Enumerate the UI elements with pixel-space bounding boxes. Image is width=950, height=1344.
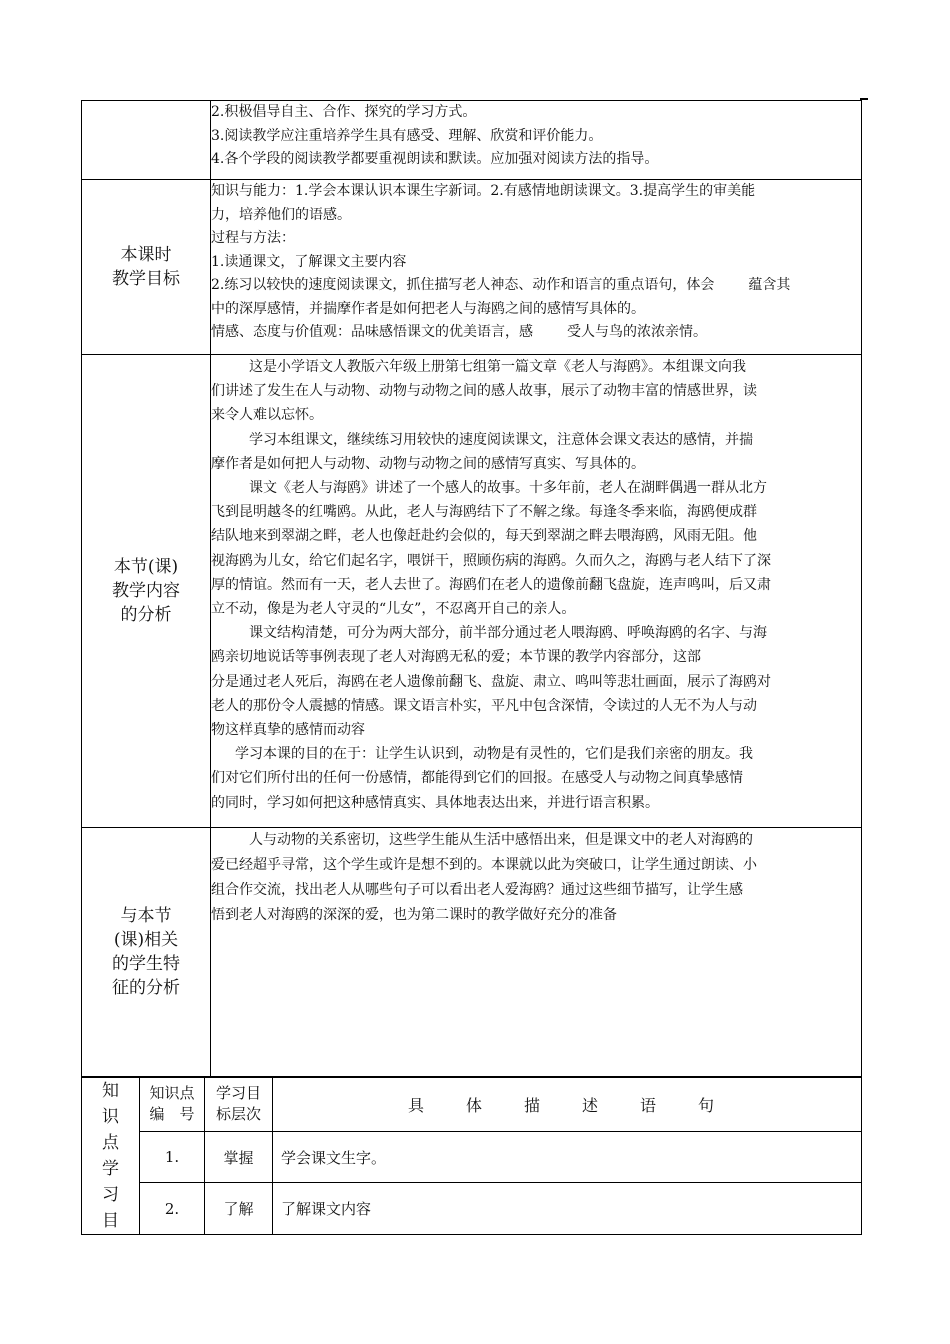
analysis-line: 的同时，学习如何把这种感情真实、具体地表达出来，并进行语言积累。: [211, 794, 659, 811]
analysis-line: 老人的那份令人震撼的情感。课文语言朴实，平凡中包含深情，令读过的人无不为人与动: [211, 697, 757, 714]
row-principles: [82, 101, 862, 180]
row-principles-content: [211, 101, 862, 180]
principle-line: 3.阅读教学应注重培养学生具有感受、理解、欣赏和评价能力。: [211, 127, 603, 144]
kp-row: [82, 1183, 862, 1235]
analysis-line: 们讲述了发生在人与动物、动物与动物之间的感人故事，展示了动物丰富的情感世界，读: [211, 383, 757, 400]
objectives-content: [211, 180, 862, 355]
kp-side-char: 学: [102, 1159, 119, 1179]
analysis-line: 课文《老人与海鸥》讲述了一个感人的故事。十多年前，老人在湖畔偶遇一群从北方: [249, 480, 767, 497]
kp-side-label: [82, 1078, 140, 1235]
row-student-analysis: [82, 828, 862, 1077]
kp-header-level-line: 学习目: [215, 1084, 261, 1103]
objective-text: 受人与鸟的浓浓亲情。: [567, 324, 707, 340]
analysis-line: 视海鸥为儿女，给它们起名字，喂饼干，照顾伤病的海鸥。久而久之，海鸥与老人结下了深: [211, 552, 771, 569]
analysis-line: 立不动，像是为老人守灵的“儿女”，不忍离开自己的亲人。: [211, 601, 576, 618]
analysis-line: 学习本组课文，继续练习用较快的速度阅读课文，注意体会课文表达的感情，并揣: [249, 431, 753, 448]
objective-line: [211, 321, 861, 345]
kp-header-row: [82, 1078, 862, 1132]
content-analysis-label-line: 的分析: [120, 605, 172, 625]
analysis-line: 课文结构清楚，可分为两大部分，前半部分通过老人喂海鸥、呼唤海鸥的名字、与海: [249, 625, 767, 642]
objectives-label-line: 本课时: [120, 245, 172, 265]
objective-line: 中的深厚感情，并揣摩作者是如何把老人与海鸥之间的感情写具体的。: [211, 300, 645, 317]
kp-row-number: 1.: [140, 1131, 205, 1183]
objectives-label-line: 教学目标: [112, 269, 180, 289]
objective-line: 知识与能力：1.学会本课认识本课生字新词。2.有感情地朗读课文。3.提高学生的审美能: [211, 183, 756, 199]
analysis-line: 们对它们所付出的任何一份感情，都能得到它们的回报。在感受人与动物之间真挚感情: [211, 770, 743, 787]
kp-header-level: [205, 1078, 273, 1132]
knowledge-point-table: [81, 1077, 862, 1235]
objective-line: 力，培养他们的语感。: [211, 206, 351, 223]
student-analysis-content: [211, 828, 862, 1077]
student-line: 爱已经超乎寻常，这个学生或许是想不到的。本课就以此为突破口，让学生通过朗读、小: [211, 857, 757, 873]
analysis-line: 这是小学语文人教版六年级上册第七组第一篇文章《老人与海鸥》。本组课文向我: [249, 359, 746, 375]
kp-header-number: [140, 1078, 205, 1132]
kp-row-description: 学会课文生字。: [273, 1131, 862, 1183]
content-analysis-content: [211, 355, 862, 828]
student-analysis-label-line: 与本节: [120, 906, 172, 926]
principle-line: 2.积极倡导自主、合作、探究的学习方式。: [211, 104, 477, 120]
student-line: 组合作交流，找出老人从哪些句子可以看出老人爱海鸥？通过这些细节描写，让学生感: [211, 882, 743, 898]
analysis-line: 学习本课的目的在于：让学生认识到，动物是有灵性的，它们是我们亲密的朋友。我: [235, 746, 753, 763]
kp-row-description: 了解课文内容: [273, 1183, 862, 1235]
content-analysis-label-line: 教学内容: [112, 581, 180, 601]
objective-line: 1.读通课文，了解课文主要内容: [211, 253, 407, 270]
kp-side-char: 点: [102, 1133, 119, 1153]
analysis-line: 来令人难以忘怀。: [211, 407, 323, 424]
objective-line: [211, 274, 861, 298]
kp-side-char: 目: [102, 1211, 119, 1231]
kp-header-number-line: 知识点: [149, 1084, 195, 1103]
objective-text: 蕴含其: [748, 277, 791, 293]
kp-header-description: 具体描述语句: [273, 1078, 862, 1132]
principle-line: 4.各个学段的阅读教学都要重视朗读和默读。应加强对阅读方法的指导。: [211, 151, 659, 167]
kp-header-number-line: 编 号: [149, 1105, 195, 1124]
analysis-line: 分是通过老人死后，海鸥在老人遗像前翻飞、盘旋、肃立、鸣叫等悲壮画面，展示了海鸥对: [211, 673, 771, 690]
row-principles-label: [82, 101, 211, 180]
analysis-line: 飞到昆明越冬的红嘴鸥。从此，老人与海鸥结下了不解之缘。每逢冬季来临，海鸥便成群: [211, 504, 757, 521]
kp-row-level: 了解: [205, 1183, 273, 1235]
kp-side-char: 识: [102, 1107, 119, 1127]
kp-side-char: 知: [102, 1081, 119, 1101]
objectives-label: [82, 180, 211, 355]
student-analysis-label-line: 征的分析: [112, 978, 180, 998]
content-analysis-label-line: 本节(课): [113, 557, 179, 577]
analysis-line: 摩作者是如何把人与动物、动物与动物之间的感情写真实、写具体的。: [211, 455, 645, 472]
student-analysis-label: [82, 828, 211, 1077]
student-line: 悟到老人对海鸥的深深的爱，也为第二课时的教学做好充分的准备: [211, 907, 617, 923]
analysis-line: 鸥亲切地说话等事例表现了老人对海鸥无私的爱；本节课的教学内容部分，这部: [211, 649, 701, 666]
student-analysis-label-line: (课)相关: [113, 930, 179, 950]
kp-row: [82, 1131, 862, 1183]
kp-header-level-line: 标层次: [215, 1105, 261, 1124]
row-objectives: [82, 180, 862, 355]
analysis-line: 物这样真挚的感情而动容: [211, 722, 365, 739]
objective-line: 过程与方法：: [211, 230, 295, 246]
objective-text: 2.练习以较快的速度阅读课文，抓住描写老人神态、动作和语言的重点语句，体会: [211, 277, 715, 293]
analysis-line: 结队地来到翠湖之畔，老人也像赶赴约会似的，每天到翠湖之畔去喂海鸥，风雨无阻。他: [211, 528, 757, 545]
content-analysis-label: [82, 355, 211, 828]
student-line: 人与动物的关系密切，这些学生能从生活中感悟出来，但是课文中的老人对海鸥的: [249, 832, 753, 848]
objective-text: 情感、态度与价值观：品味感悟课文的优美语言，感: [211, 324, 533, 340]
kp-side-char: 习: [102, 1185, 119, 1205]
kp-row-level: 掌握: [205, 1131, 273, 1183]
student-analysis-label-line: 的学生特: [112, 954, 180, 974]
row-content-analysis: [82, 355, 862, 828]
kp-row-number: 2.: [140, 1183, 205, 1235]
analysis-line: 厚的情谊。然而有一天，老人去世了。海鸥们在老人的遗像前翻飞盘旋，连声鸣叫，后又肃: [211, 576, 771, 593]
lesson-plan-table: [81, 100, 862, 1077]
